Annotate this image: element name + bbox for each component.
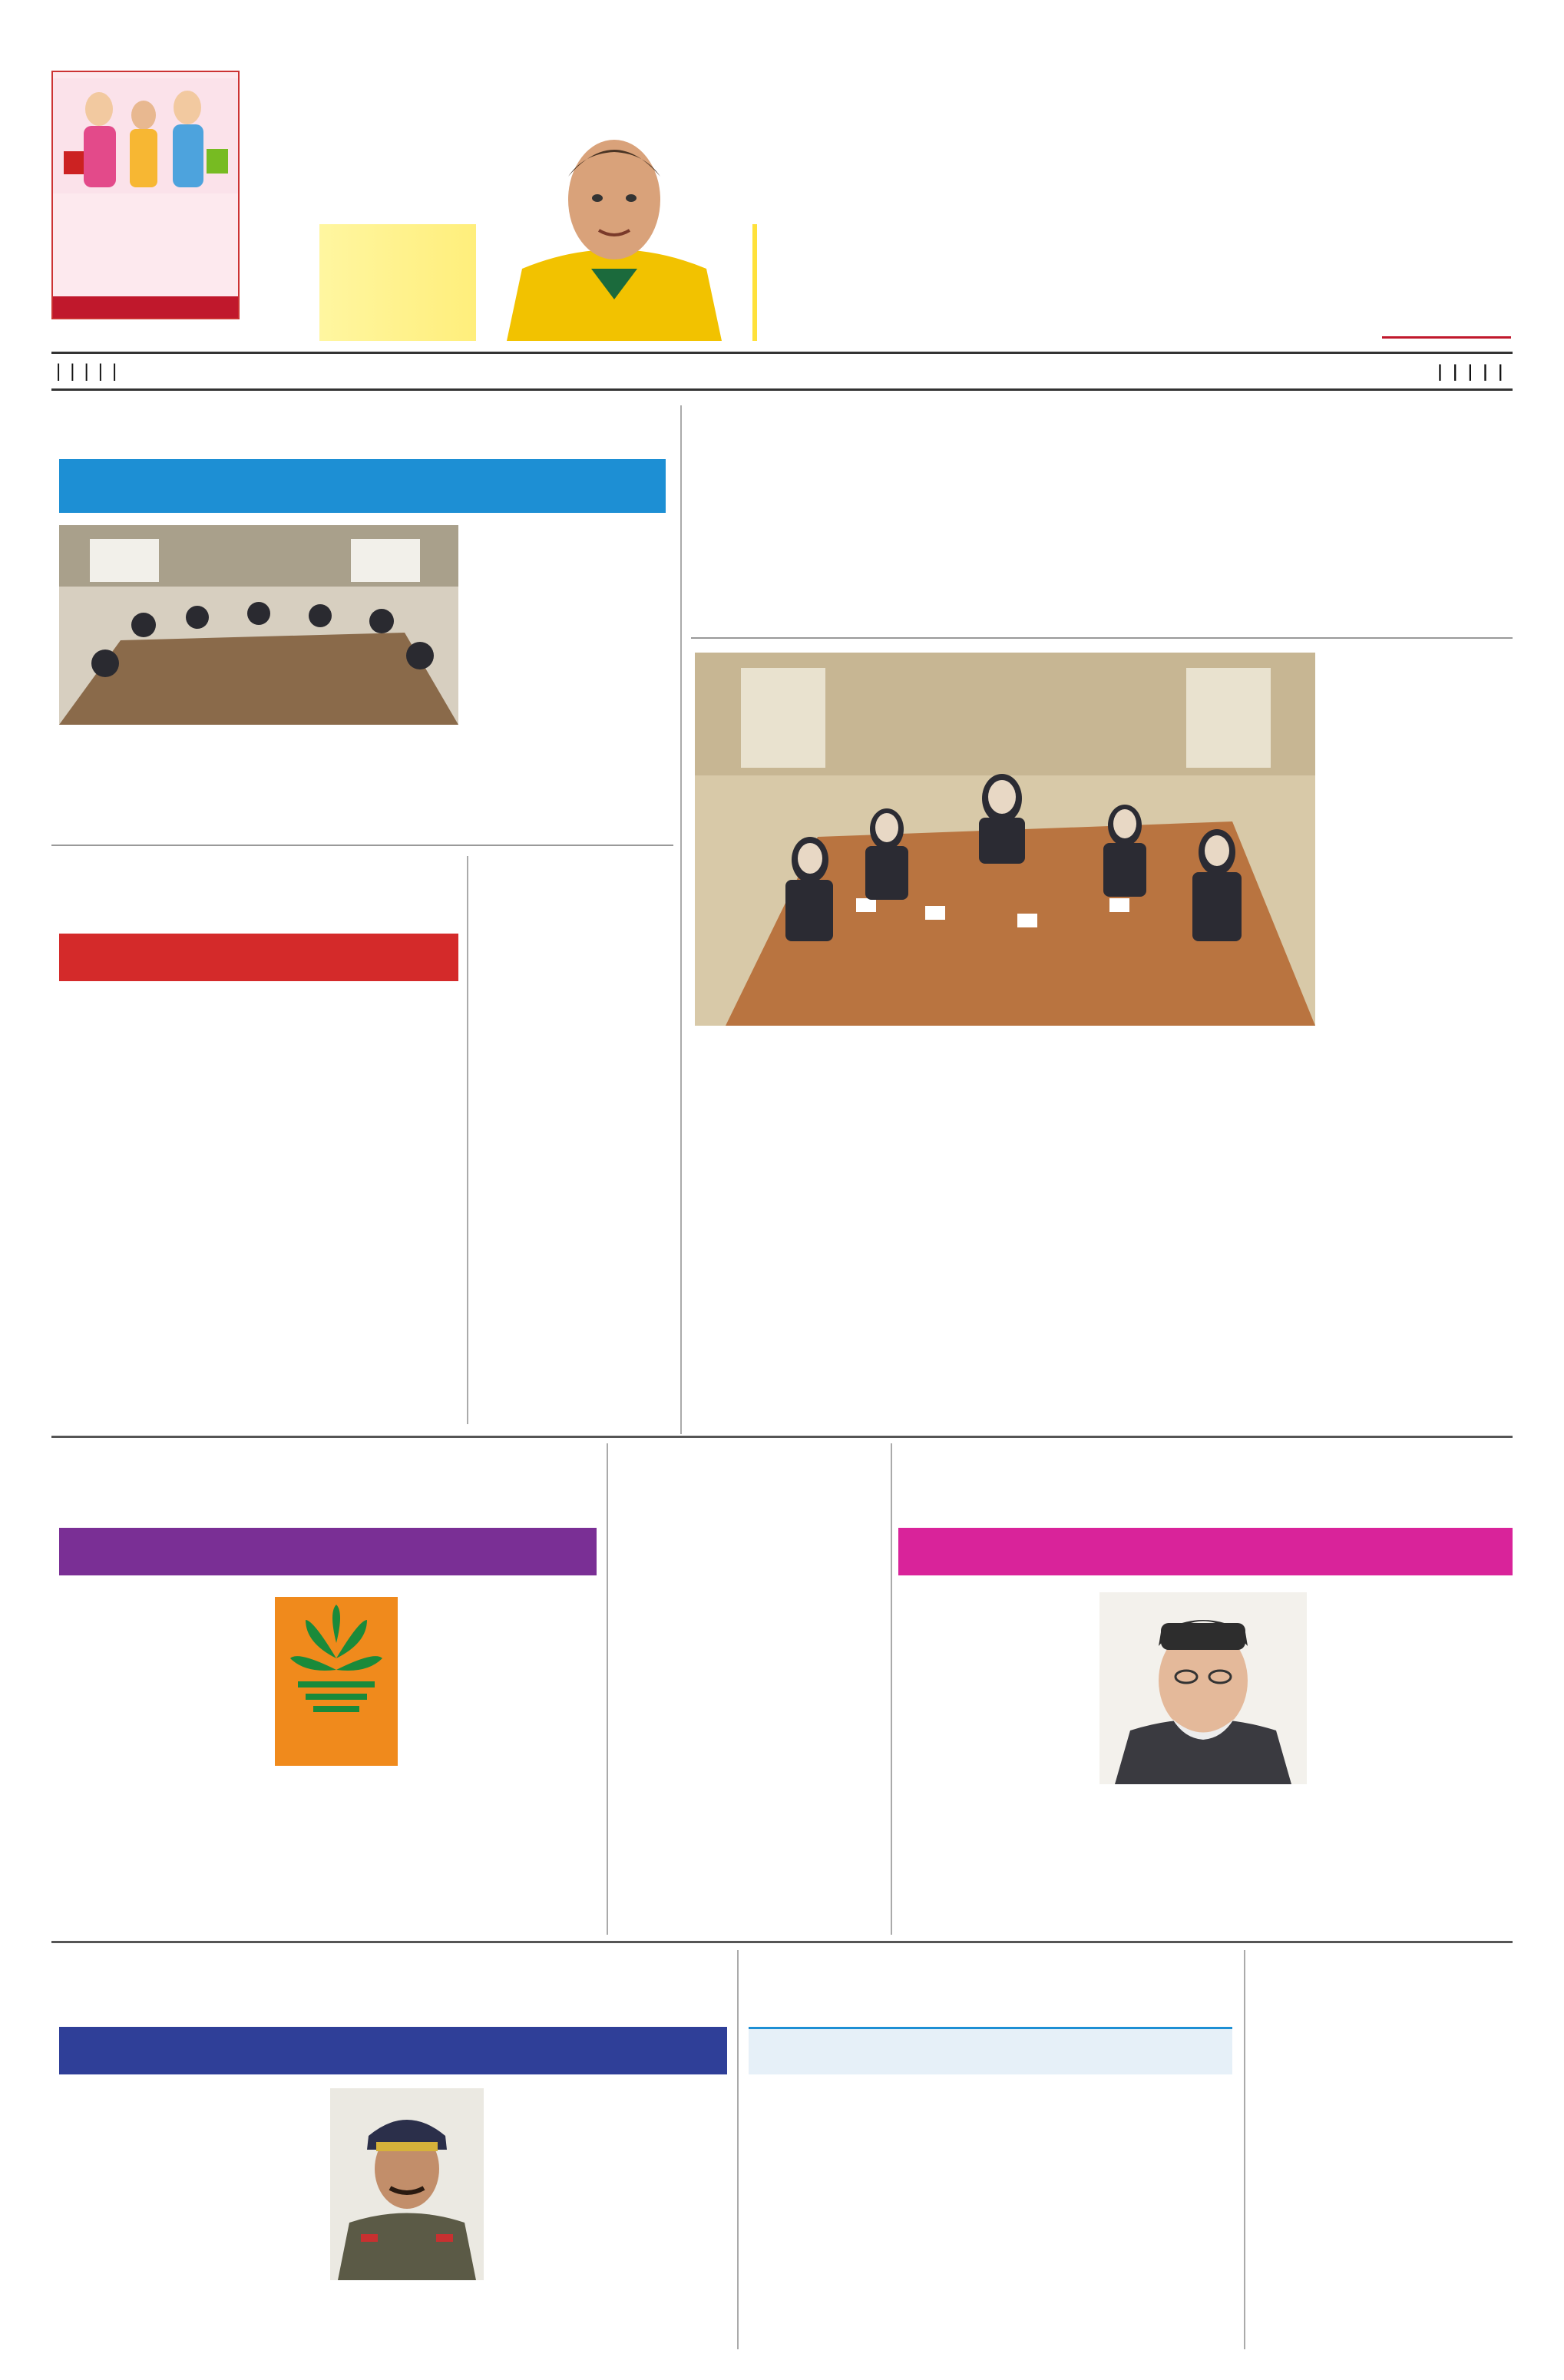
dateline-urdu: | | | | | — [1437, 362, 1503, 381]
nc-text-col-1 — [407, 1589, 597, 1935]
nc-band — [59, 1528, 597, 1575]
budget-meeting-photo — [59, 525, 458, 725]
gold-text — [476, 1006, 673, 1425]
fashion-mart-ad — [51, 71, 240, 319]
cricketer-photo — [476, 115, 752, 341]
budget-text — [466, 525, 673, 834]
masthead-title — [822, 115, 1513, 322]
blast-text — [1259, 2127, 1513, 2349]
saudi-band — [749, 2027, 1232, 2074]
lead-col-4 — [695, 1036, 914, 1428]
farooq-text-col-2 — [898, 1592, 1094, 1935]
lead-col-2 — [1129, 1036, 1313, 1428]
budget-band — [59, 459, 666, 513]
shopping-figures-illustration — [53, 78, 238, 193]
crime-band — [59, 2027, 727, 2074]
dateline-english: | | | | | — [56, 360, 117, 382]
farooq-text-col-1 — [1314, 1592, 1513, 1935]
crime-text-col-2 — [59, 2088, 324, 2349]
lead-col-3 — [921, 1036, 1121, 1428]
lead-meeting-photo — [695, 653, 1315, 1026]
budget-text-cont — [59, 729, 458, 837]
lead-col-1 — [1321, 653, 1513, 1428]
farooq-photo — [1099, 1592, 1307, 1784]
ad-address — [53, 296, 238, 318]
crime-text-col-1 — [491, 2088, 727, 2349]
terror-fund-band — [59, 934, 458, 981]
farooq-band — [898, 1528, 1513, 1575]
nc-text-col-2 — [59, 1589, 266, 1935]
passport-text — [614, 1635, 883, 1935]
saudi-text — [749, 2088, 1232, 2349]
terror-fund-text — [59, 995, 458, 1425]
dig-photo — [330, 2088, 484, 2280]
bjp-logo — [275, 1597, 398, 1766]
